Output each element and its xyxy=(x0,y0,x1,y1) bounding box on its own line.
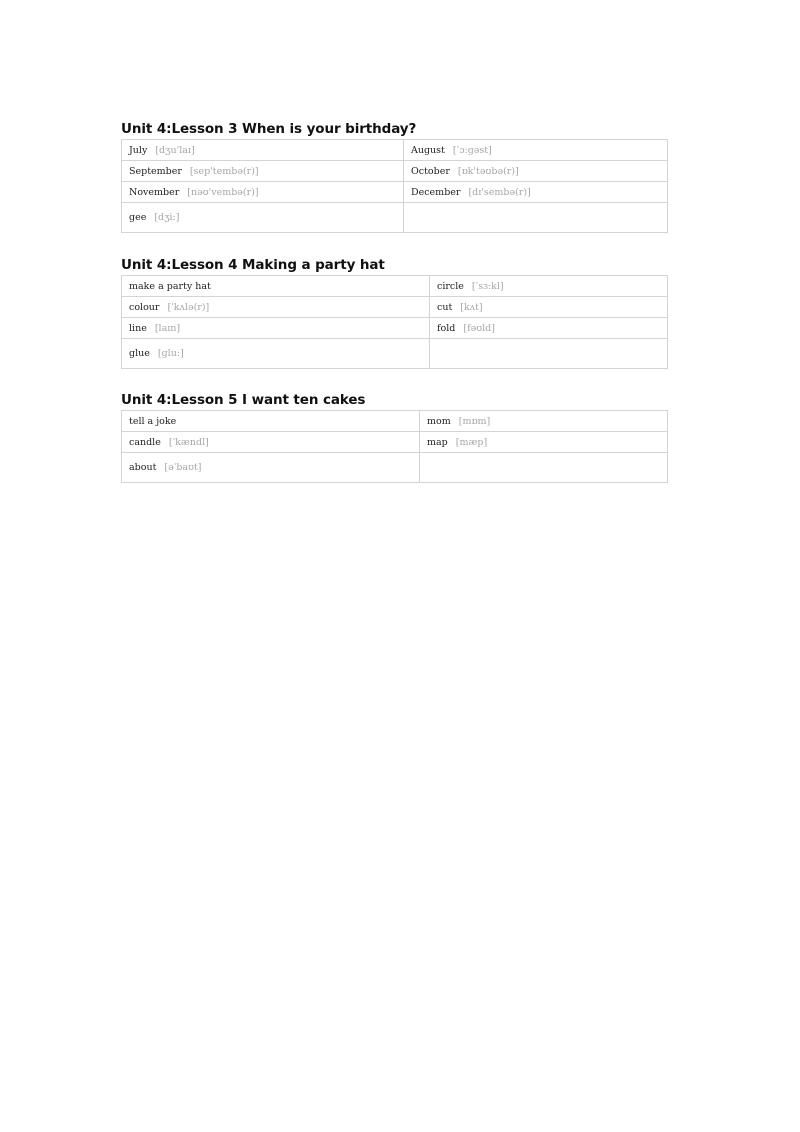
vocab-word: December xyxy=(411,186,461,198)
lesson-4-section xyxy=(121,256,667,369)
vocab-word: gee xyxy=(129,212,147,223)
vocab-cell xyxy=(122,161,404,182)
vocab-word: colour xyxy=(129,301,160,313)
table-row xyxy=(122,411,668,432)
lesson-3-section xyxy=(121,120,667,233)
vocab-phonetic: [kʌt] xyxy=(460,301,483,313)
vocab-cell xyxy=(122,203,404,233)
vocab-word: make a party hat xyxy=(129,280,211,292)
vocab-word: about xyxy=(129,462,157,473)
vocab-phonetic: [əˈbaʊt] xyxy=(164,462,202,473)
vocab-cell xyxy=(122,339,430,369)
table-row xyxy=(122,432,668,453)
section-heading: Unit 4:Lesson 3 When is your birthday? xyxy=(121,121,417,137)
vocab-word: line xyxy=(129,322,147,334)
vocab-word: August xyxy=(411,144,445,156)
table-row xyxy=(122,453,668,483)
section-heading: Unit 4:Lesson 5 I want ten cakes xyxy=(121,392,366,408)
table-row xyxy=(122,182,668,203)
vocab-word: tell a joke xyxy=(129,415,177,427)
vocab-phonetic: [ˈɔ:gəst] xyxy=(452,144,492,156)
vocab-cell-empty xyxy=(430,339,668,369)
vocab-word: July xyxy=(129,144,148,156)
vocab-cell xyxy=(404,161,668,182)
vocab-cell xyxy=(430,276,668,297)
vocab-table xyxy=(121,410,668,483)
vocab-cell xyxy=(404,140,668,161)
table-row xyxy=(122,140,668,161)
vocab-table xyxy=(121,139,668,233)
vocab-phonetic: [glu:] xyxy=(157,348,184,359)
vocab-word: September xyxy=(129,165,182,177)
vocab-cell xyxy=(404,182,668,203)
table-row xyxy=(122,297,668,318)
vocab-word: map xyxy=(427,436,448,448)
table-row xyxy=(122,318,668,339)
vocab-cell xyxy=(420,432,668,453)
vocab-table xyxy=(121,275,668,369)
table-row xyxy=(122,276,668,297)
vocab-phonetic: [laɪn] xyxy=(154,322,181,334)
vocab-cell xyxy=(122,297,430,318)
table-row xyxy=(122,161,668,182)
section-heading: Unit 4:Lesson 4 Making a party hat xyxy=(121,257,385,273)
vocab-phonetic: [ˈkʌlə(r)] xyxy=(167,301,210,313)
vocab-cell xyxy=(122,432,420,453)
vocab-cell xyxy=(122,182,404,203)
vocab-cell xyxy=(122,140,404,161)
vocab-phonetic: [sep'tembə(r)] xyxy=(189,165,259,177)
vocab-word: fold xyxy=(437,322,456,334)
vocab-phonetic: [mɒm] xyxy=(458,415,491,427)
table-row xyxy=(122,339,668,369)
vocab-word: candle xyxy=(129,436,161,448)
vocab-word: October xyxy=(411,165,450,177)
vocab-word: glue xyxy=(129,348,150,359)
vocab-cell-empty xyxy=(404,203,668,233)
vocab-word: mom xyxy=(427,415,451,427)
vocab-word: November xyxy=(129,186,180,198)
vocab-phonetic: [dʒi:] xyxy=(154,212,180,223)
vocab-word: cut xyxy=(437,301,453,313)
vocab-cell xyxy=(122,318,430,339)
vocab-cell xyxy=(122,411,420,432)
vocab-phonetic: [dɪ'sembə(r)] xyxy=(468,186,531,198)
vocab-cell xyxy=(420,411,668,432)
vocab-word: circle xyxy=(437,280,464,292)
vocab-cell xyxy=(430,318,668,339)
vocab-phonetic: [mæp] xyxy=(455,436,488,448)
vocab-phonetic: [ˈkændl] xyxy=(168,436,209,448)
vocab-cell xyxy=(122,453,420,483)
vocab-phonetic: [ɒk'təʊbə(r)] xyxy=(457,165,519,177)
vocab-phonetic: [fəʊld] xyxy=(463,322,495,334)
vocab-phonetic: [dʒu'laɪ] xyxy=(155,144,195,156)
table-row xyxy=(122,203,668,233)
vocab-cell-empty xyxy=(420,453,668,483)
vocab-cell xyxy=(430,297,668,318)
lesson-5-section xyxy=(121,391,667,483)
vocab-cell xyxy=(122,276,430,297)
vocab-phonetic: [nəʊ'vembə(r)] xyxy=(187,186,259,198)
vocab-phonetic: [ˈsɜ:kl] xyxy=(471,280,504,292)
